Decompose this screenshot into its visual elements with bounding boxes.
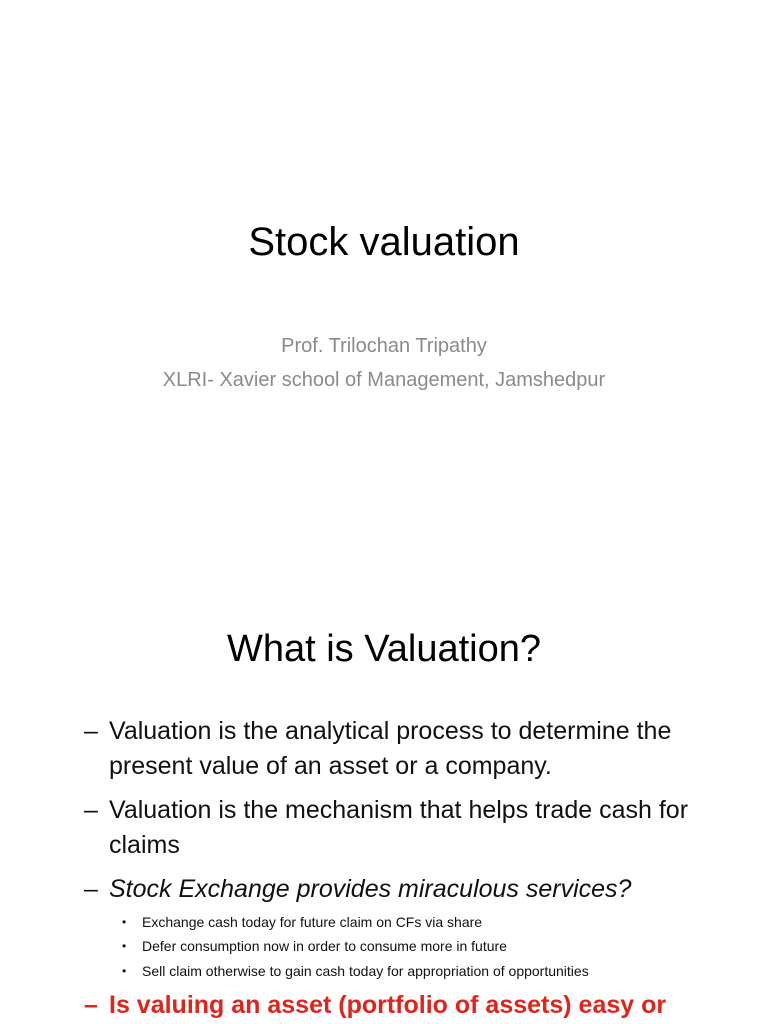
bullet-text: Valuation is the analytical process to determine the present value of an asset or a company.	[109, 717, 672, 780]
bullet-text: Is valuing an asset (portfolio of assets) easy or	[109, 991, 667, 1019]
sub-bullet-text: Defer consumption now in order to consume more in future	[142, 938, 507, 954]
bullet-dot: •	[122, 964, 127, 978]
bullet-dot: •	[122, 939, 127, 953]
slide-title: What is Valuation?	[226, 628, 542, 670]
sub-bullet-item	[122, 936, 702, 956]
bullet-item	[84, 872, 734, 907]
dash-marker: –	[84, 717, 98, 745]
author-name: Prof. Trilochan Tripathy	[281, 335, 487, 357]
bullet-dot: •	[122, 915, 127, 929]
institution-name: XLRI- Xavier school of Management, Jamshedpur	[162, 369, 606, 391]
slide-title: Stock valuation	[248, 220, 520, 264]
sub-bullet-item	[122, 961, 702, 981]
sub-bullet-text: Sell claim otherwise to gain cash today for appropriation of opportunities	[142, 963, 589, 979]
bullet-item-highlight	[84, 988, 734, 1023]
bullet-item	[84, 714, 734, 784]
bullet-text: Valuation is the mechanism that helps trade cash for claims	[109, 796, 689, 859]
dash-marker: –	[84, 991, 98, 1019]
bullet-text: Stock Exchange provides miraculous services?	[109, 875, 632, 903]
bullet-item	[84, 793, 734, 863]
sub-bullet-text: Exchange cash today for future claim on CFs via share	[142, 914, 483, 930]
content-slide	[0, 560, 768, 1024]
dash-marker: –	[84, 796, 98, 824]
sub-bullet-item	[122, 912, 702, 932]
dash-marker: –	[84, 875, 98, 903]
